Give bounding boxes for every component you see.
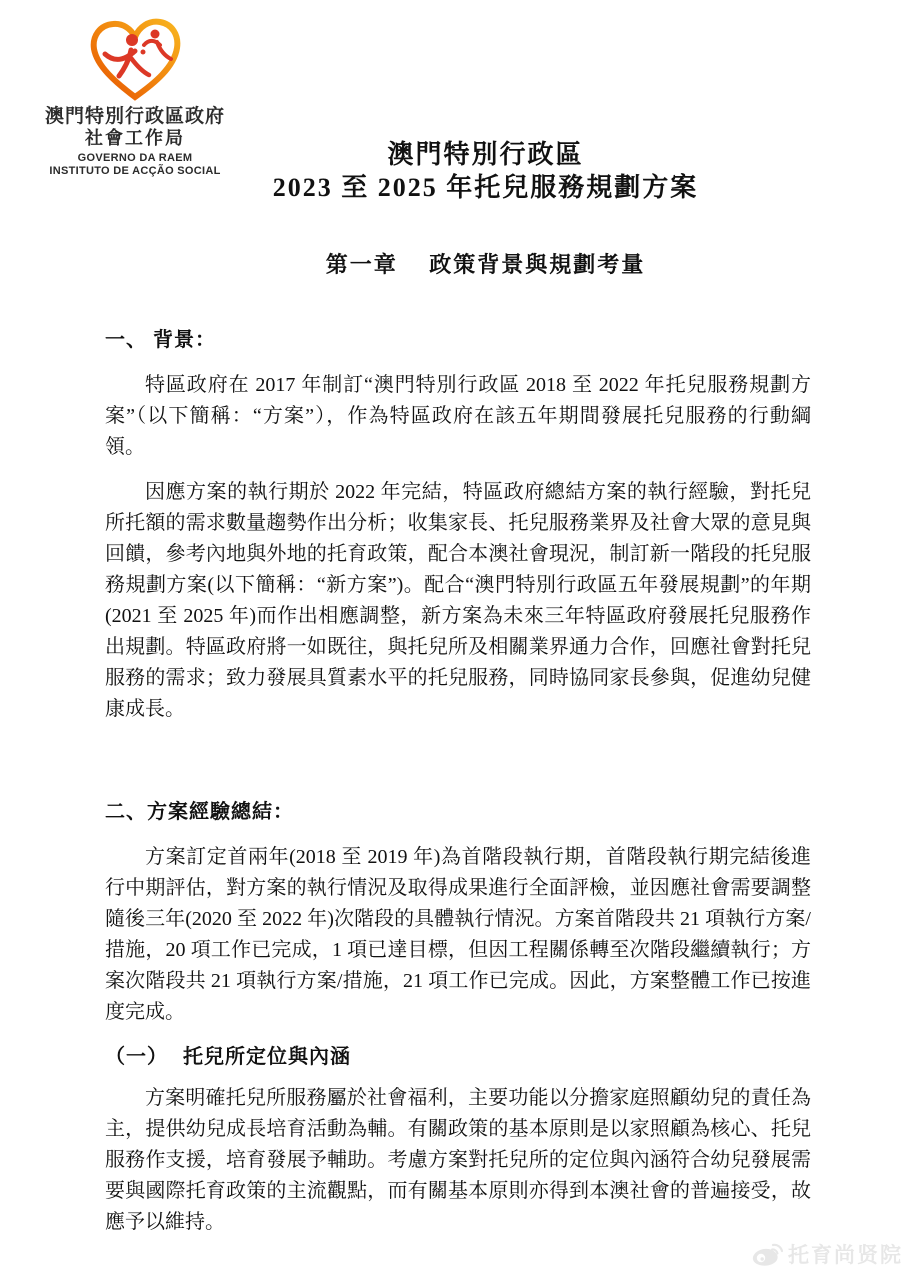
section2-heading: 二、方案經驗總結： — [105, 801, 294, 823]
subsection1-number: （一） — [105, 1046, 168, 1068]
agency-name-zh-line2: 社會工作局 — [85, 128, 185, 148]
section2-paragraph2: 方案明確托兒所服務屬於社會福利，主要功能以分擔家庭照顧幼兒的責任為主，提供幼兒成長培育活動為輔。有關政策的基本原則是以家照顧為核心、托兒服務作支援，培育發展予輔助。考慮方案對托兒所的定位與內涵符合幼兒發展需要與國際托育政策的主流觀點，而有關基本原則亦得到本澳社會的普遍接受，故應予以維持。 — [105, 1087, 811, 1233]
agency-name-pt-line1: GOVERNO DA RAEM — [77, 152, 193, 164]
agency-name-pt-line2: INSTITUTO DE ACÇÃO SOCIAL — [49, 165, 221, 177]
document-title-line1: 澳門特別行政區 — [387, 140, 584, 169]
agency-name-zh-line1: 澳門特別行政區政府 — [44, 106, 225, 127]
document-title — [120, 138, 851, 204]
document-title-line2: 2023 至 2025 年托兒服務規劃方案 — [272, 173, 699, 202]
document-body — [105, 325, 811, 1238]
subsection1-title: 托兒所定位與內涵 — [183, 1046, 351, 1068]
chapter-heading: 第一章 政策背景與規劃考量 — [325, 252, 646, 277]
watermark — [751, 1239, 903, 1269]
section1-paragraph2: 因應方案的執行期於 2022 年完結，特區政府總結方案的執行經驗，對托兒所托額的需求數量趨勢作出分析；收集家長、托兒服務業界及社會大眾的意見與回饋，參考內地與外地的托育政策，配合本澳社會現況，制訂新一階段的托兒服務規劃方案(以下簡稱：“新方案”)。配合“澳門特別行政區五年發展規劃”的年期(2021 至 2025 年)而作出相應調整，新方案為未來三年特區政府發展托兒服務作出規劃。特區政府將一如既往，與托兒所及相關業界通力合作，回應社會對托兒服務的需求；致力發展具質素水平的托兒服務，同時協同家長參與，促進幼兒健康成長。 — [105, 481, 811, 720]
section1-paragraph1: 特區政府在 2017 年制訂“澳門特別行政區 2018 至 2022 年托兒服務規劃方案”（以下簡稱：“方案”），作為特區政府在該五年期間發展托兒服務的行動綱領。 — [105, 374, 811, 458]
heart-logo-icon — [87, 14, 183, 102]
subsection1-heading — [105, 1042, 811, 1073]
section1-heading: 一、 背景： — [105, 329, 216, 351]
section2-paragraph1: 方案訂定首兩年(2018 至 2019 年)為首階段執行期，首階段執行期完結後進行中期評估，對方案的執行情況及取得成果進行全面評檢，並因應社會需要調整隨後三年(2020 至 2022 年)次階段的具體執行情況。方案首階段共 21 項執行方案/措施，20 項工作已完成，1 項已達目標，但因工程關係轉至次階段繼續執行；方案次階段共 21 項執行方案/措施，21 項工作已完成。因此，方案整體工作已按進度完成。 — [105, 846, 811, 1023]
watermark-text: 托育尚贤院 — [788, 1244, 903, 1267]
weibo-icon — [751, 1240, 783, 1268]
